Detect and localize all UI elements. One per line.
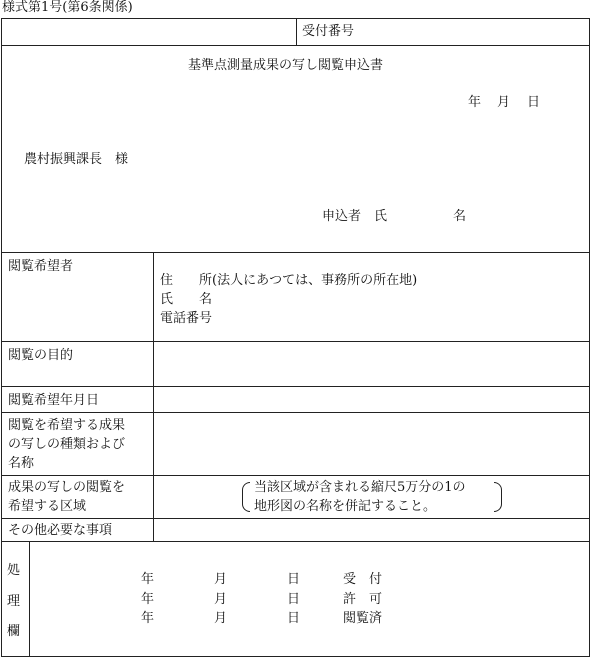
kind-label-line: 名称 — [8, 456, 35, 471]
area-label-line: 成果の写しの閲覧を — [8, 480, 126, 495]
processing-day: 日 — [287, 592, 301, 607]
form-title: 基準点測量成果の写し閲覧申込書 — [188, 58, 384, 73]
row-line-1 — [1, 252, 590, 253]
date-year: 年 — [468, 95, 482, 110]
receipt-number-label: 受付番号 — [302, 24, 355, 39]
purpose-label: 閲覧の目的 — [8, 348, 74, 363]
other-field[interactable] — [154, 519, 589, 540]
processing-year: 年 — [141, 611, 155, 626]
applicant-prefix: 申込者 氏 — [322, 209, 388, 224]
date-month: 月 — [497, 95, 511, 110]
processing-day: 日 — [287, 572, 301, 587]
processing-action: 受 付 — [343, 572, 383, 587]
requester-name-field[interactable]: 氏 名 — [160, 292, 213, 307]
processing-label-char: 処 — [7, 563, 21, 578]
requester-label: 閲覧希望者 — [8, 259, 74, 274]
area-note-line: 当該区域が含まれる縮尺5万分の1の — [254, 480, 466, 495]
processing-label-char: 欄 — [7, 624, 21, 639]
requester-phone-field[interactable]: 電話番号 — [160, 311, 213, 326]
requester-address-field[interactable]: 住 所(法人にあつては、事務所の所在地) — [160, 273, 418, 288]
addressee: 農村振興課長 様 — [24, 152, 129, 167]
kind-label-line: の写しの種類および — [8, 437, 126, 452]
kind-label-line: 閲覧を希望する成果 — [8, 418, 126, 433]
form-label: 様式第1号(第6条関係) — [2, 0, 133, 15]
desired-date-label: 閲覧希望年月日 — [8, 393, 100, 408]
processing-month: 月 — [214, 572, 228, 587]
other-label: その他必要な事項 — [8, 523, 113, 538]
area-note — [254, 478, 466, 516]
processing-month: 月 — [214, 592, 228, 607]
note-bracket-left — [242, 482, 250, 512]
processing-label-char: 理 — [7, 594, 21, 609]
processing-year: 年 — [141, 572, 155, 587]
form-frame — [1, 18, 590, 657]
area-label — [8, 478, 125, 516]
processing-month: 月 — [214, 611, 228, 626]
note-bracket-right — [494, 482, 502, 512]
kind-label — [8, 416, 125, 473]
row-line-5 — [1, 475, 590, 476]
area-note-line: 地形図の名称を併記すること。 — [254, 499, 437, 514]
processing-year: 年 — [141, 592, 155, 607]
purpose-field[interactable] — [154, 342, 589, 385]
date-day: 日 — [527, 95, 541, 110]
applicant-name-suffix: 名 — [453, 209, 467, 224]
processing-day: 日 — [287, 611, 301, 626]
processing-action: 閲覧済 — [343, 611, 383, 626]
area-label-line: 希望する区域 — [8, 499, 87, 514]
kind-field[interactable] — [154, 413, 589, 474]
processing-divider — [29, 541, 30, 657]
receipt-divider — [296, 18, 297, 45]
desired-date-field[interactable] — [154, 387, 589, 411]
row-line-7 — [1, 541, 590, 542]
processing-action: 許 可 — [343, 592, 383, 607]
header-divider — [1, 45, 590, 46]
